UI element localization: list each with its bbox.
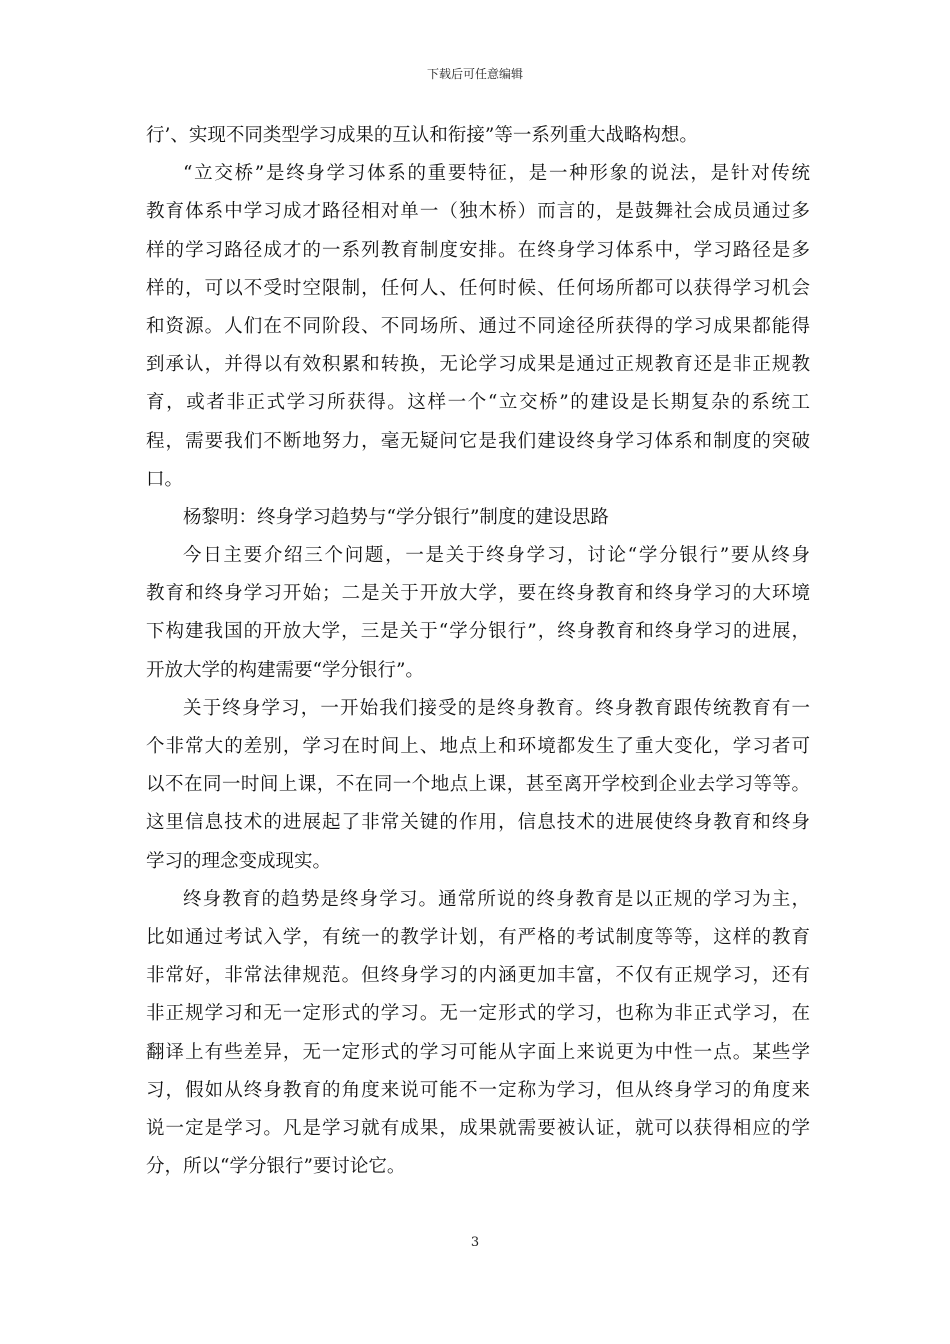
text-line: 口。 (146, 468, 184, 490)
text-line: 关于终身学习，一开始我们接受的是终身教育。终身教育跟传统教育有一 (183, 697, 810, 719)
text-line: 开放大学的构建需要“学分银行”。 (146, 659, 424, 681)
text-line: 杨黎明：终身学习趋势与“学分银行”制度的建设思路 (183, 506, 609, 528)
text-line: “立交桥”是终身学习体系的重要特征，是一种形象的说法，是针对传统 (183, 163, 810, 185)
text-line: 样的，可以不受时空限制，任何人、任何时候、任何场所都可以获得学习机会 (146, 277, 810, 299)
text-line: 分，所以“学分银行”要讨论它。 (146, 1156, 406, 1178)
text-line: 行’、实现不同类型学习成果的互认和衔接”等一系列重大战略构想。 (146, 125, 698, 146)
text-line: 说一定是学习。凡是学习就有成果，成果就需要被认证，就可以获得相应的学 (146, 1117, 810, 1139)
text-line: 育，或者非正式学习所获得。这样一个“立交桥”的建设是长期复杂的系统工 (146, 392, 810, 414)
text-line: 今日主要介绍三个问题，一是关于终身学习，讨论“学分银行”要从终身 (183, 545, 810, 567)
text-line: 到承认，并得以有效积累和转换，无论学习成果是通过正规教育还是非正规教 (146, 354, 810, 376)
paragraph (146, 881, 810, 1187)
text-line: 比如通过考试入学，有统一的教学计划，有严格的考试制度等等，这样的教育 (146, 926, 810, 948)
text-line: 样的学习路径成才的一系列教育制度安排。在终身学习体系中，学习路径是多 (146, 239, 810, 261)
text-line: 学习的理念变成现实。 (146, 850, 332, 872)
text-line: 教育和终身学习开始；二是关于开放大学，要在终身教育和终身学习的大环境 (146, 583, 810, 605)
text-line: 非正规学习和无一定形式的学习。无一定形式的学习，也称为非正式学习，在 (146, 1003, 810, 1025)
text-line: 这里信息技术的进展起了非常关键的作用，信息技术的进展使终身教育和终身 (146, 812, 810, 834)
page-number: 3 (470, 1235, 480, 1250)
text-line: 终身教育的趋势是终身学习。通常所说的终身教育是以正规的学习为主， (183, 888, 810, 910)
paragraph (146, 155, 810, 499)
text-line: 习，假如从终身教育的角度来说可能不一定称为学习，但从终身学习的角度来 (146, 1079, 810, 1101)
text-line: 个非常大的差别，学习在时间上、地点上和环境都发生了重大变化，学习者可 (146, 736, 810, 757)
text-line: 和资源。人们在不同阶段、不同场所、通过不同途径所获得的学习成果都能得 (146, 315, 810, 337)
text-line: 教育体系中学习成才路径相对单一（独木桥）而言的，是鼓舞社会成员通过多 (146, 201, 810, 223)
paragraph (146, 117, 810, 155)
text-line: 非常好，非常法律规范。但终身学习的内涵更加丰富，不仅有正规学习，还有 (146, 965, 810, 987)
paragraph (146, 690, 810, 881)
document-body (146, 117, 810, 1186)
paragraph (146, 499, 810, 537)
text-line: 下构建我国的开放大学，三是关于“学分银行”，终身教育和终身学习的进展， (146, 621, 810, 643)
text-line: 程，需要我们不断地努力，毫无疑问它是我们建设终身学习体系和制度的突破 (146, 430, 810, 452)
page-header: 下载后可任意编辑 (426, 67, 523, 81)
paragraph (146, 537, 810, 690)
text-line: 以不在同一时间上课，不在同一个地点上课，甚至离开学校到企业去学习等等。 (146, 774, 810, 796)
text-line: 翻译上有些差异，无一定形式的学习可能从字面上来说更为中性一点。某些学 (146, 1041, 810, 1063)
